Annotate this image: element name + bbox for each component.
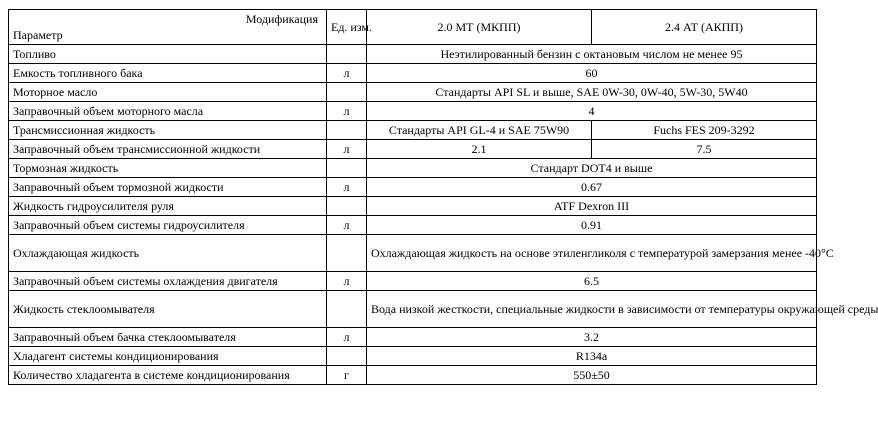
row-unit (327, 159, 367, 178)
row-unit: л (327, 328, 367, 347)
row-value-mt: Стандарты API GL-4 и SAE 75W90 (367, 121, 592, 140)
row-unit: л (327, 140, 367, 159)
row-value: 3.2 (367, 328, 817, 347)
row-value: 4 (367, 102, 817, 121)
row-parameter: Жидкость стеклоомывателя (9, 291, 327, 328)
row-parameter: Заправочный объем моторного масла (9, 102, 327, 121)
spec-sheet (8, 9, 878, 385)
table-row (9, 45, 817, 64)
table-row (9, 291, 817, 328)
table-row (9, 102, 817, 121)
row-parameter: Моторное масло (9, 83, 327, 102)
table-row (9, 83, 817, 102)
row-parameter: Заправочный объем системы гидроусилителя (9, 216, 327, 235)
row-parameter: Количество хладагента в системе кондиционирования (9, 366, 327, 385)
row-value: 550±50 (367, 366, 817, 385)
row-parameter: Топливо (9, 45, 327, 64)
row-value: 6.5 (367, 272, 817, 291)
table-row (9, 140, 817, 159)
table-row (9, 178, 817, 197)
header-row (9, 10, 817, 45)
row-value: Вода низкой жесткости, специальные жидкости в зависимости от температуры окружающей среды (367, 291, 817, 328)
row-parameter: Охлаждающая жидкость (9, 235, 327, 272)
table-row (9, 366, 817, 385)
parameter-header: Параметр (13, 28, 63, 42)
row-value: ATF Dexron III (367, 197, 817, 216)
table-row (9, 159, 817, 178)
row-unit: л (327, 102, 367, 121)
row-parameter: Заправочный объем системы охлаждения двигателя (9, 272, 327, 291)
row-parameter: Заправочный объем бачка стеклоомывателя (9, 328, 327, 347)
row-value: Стандарт DOT4 и выше (367, 159, 817, 178)
row-value-mt: 2.1 (367, 140, 592, 159)
row-unit (327, 291, 367, 328)
mt-column-header: 2.0 МТ (МКПП) (367, 10, 592, 45)
row-unit (327, 347, 367, 366)
row-unit (327, 197, 367, 216)
row-parameter: Жидкость гидроусилителя руля (9, 197, 327, 216)
table-row (9, 64, 817, 83)
specifications-table (8, 9, 878, 385)
table-row (9, 121, 817, 140)
row-value: Стандарты API SL и выше, SAE 0W-30, 0W-40, 5W-30, 5W40 (367, 83, 817, 102)
row-unit: л (327, 64, 367, 83)
row-unit (327, 83, 367, 102)
row-parameter: Хладагент системы кондиционирования (9, 347, 327, 366)
row-parameter: Тормозная жидкость (9, 159, 327, 178)
row-value-at: 7.5 (592, 140, 817, 159)
row-parameter: Трансмиссионная жидкость (9, 121, 327, 140)
row-unit: л (327, 216, 367, 235)
table-row (9, 216, 817, 235)
unit-header: Ед. изм. (327, 10, 367, 45)
row-value: Охлаждающая жидкость на основе этиленгликоля с температурой замерзания менее -40°C (367, 235, 817, 272)
modification-header: Модификация (245, 12, 318, 26)
table-row (9, 347, 817, 366)
row-value: Неэтилированный бензин с октановым числом не менее 95 (367, 45, 817, 64)
row-unit (327, 235, 367, 272)
row-unit: г (327, 366, 367, 385)
row-unit (327, 121, 367, 140)
row-parameter: Емкость топливного бака (9, 64, 327, 83)
row-value: 0.91 (367, 216, 817, 235)
at-column-header: 2.4 АТ (АКПП) (592, 10, 817, 45)
table-row (9, 328, 817, 347)
table-row (9, 197, 817, 216)
row-parameter: Заправочный объем трансмиссионной жидкости (9, 140, 327, 159)
row-unit (327, 45, 367, 64)
row-unit: л (327, 272, 367, 291)
row-value: 0.67 (367, 178, 817, 197)
table-row (9, 235, 817, 272)
row-value-at: Fuchs FES 209-3292 (592, 121, 817, 140)
row-parameter: Заправочный объем тормозной жидкости (9, 178, 327, 197)
row-value: R134a (367, 347, 817, 366)
row-unit: л (327, 178, 367, 197)
row-value: 60 (367, 64, 817, 83)
header-parameter-cell (9, 10, 327, 45)
table-row (9, 272, 817, 291)
